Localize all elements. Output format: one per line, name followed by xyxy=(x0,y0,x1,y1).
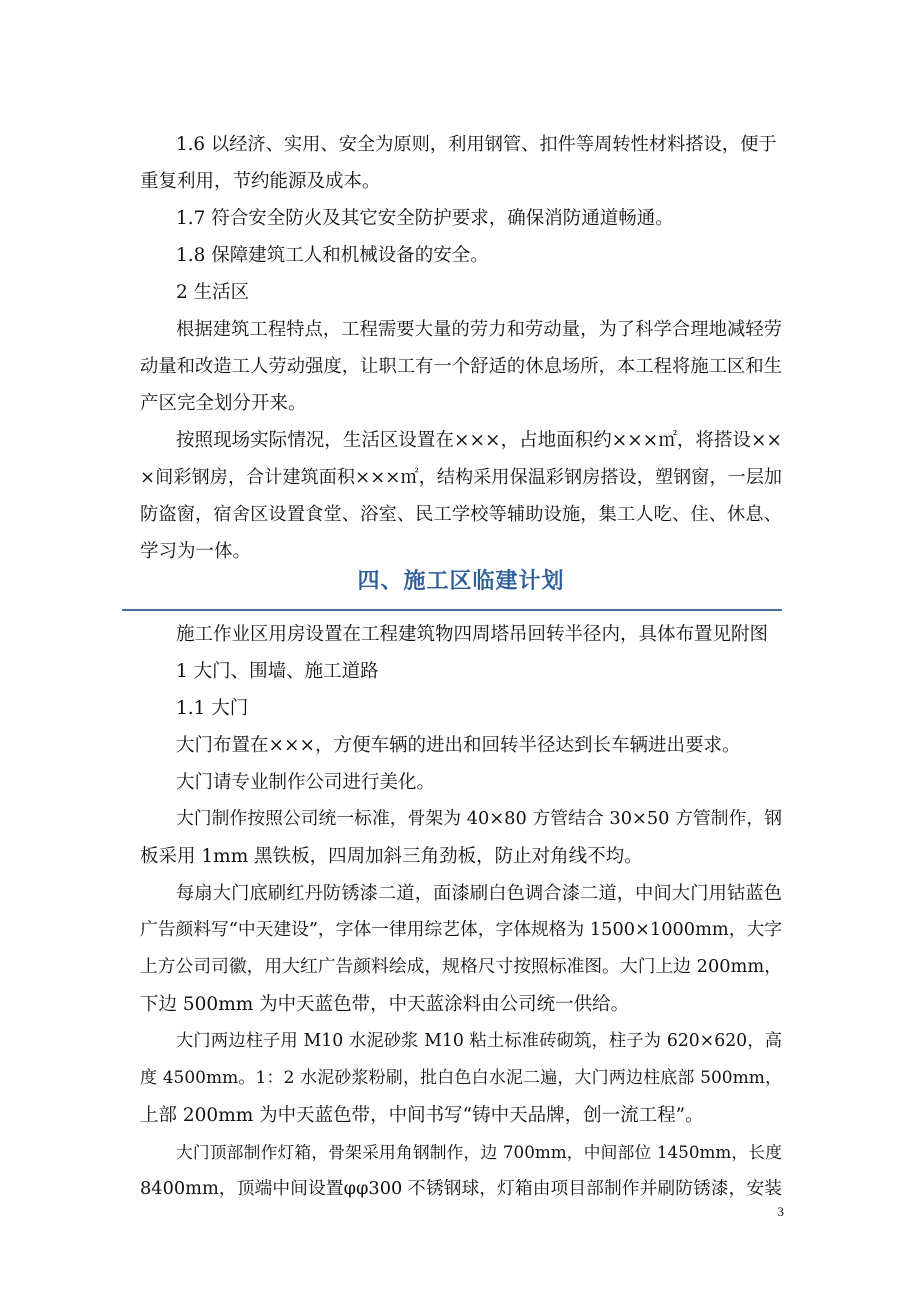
paragraph-line: 每扇大门底刷红丹防锈漆二道，面漆刷白色调合漆二道，中间大门用钴蓝色 xyxy=(176,883,782,904)
paragraph-line: 施工作业区用房设置在工程建筑物四周塔吊回转半径内，具体布置见附图 xyxy=(176,624,769,645)
paragraph-line: 重复利用，节约能源及成本。 xyxy=(140,171,381,192)
paragraph-line: 按照现场实际情况，生活区设置在×××，占地面积约×××㎡，将搭设×× xyxy=(176,430,782,451)
paragraph-line: ×间彩钢房，合计建筑面积×××㎡，结构采用保温彩钢房搭设，塑钢窗，一层加 xyxy=(140,467,782,488)
subsection-title: 2 生活区 xyxy=(176,282,250,303)
paragraph-line: 8400mm，顶端中间设置φφ300 不锈钢球，灯箱由项目部制作并刷防锈漆，安装 xyxy=(140,1179,782,1199)
paragraph-line: 1.7 符合安全防火及其它安全防护要求，确保消防通道畅通。 xyxy=(176,208,674,229)
heading-divider xyxy=(122,609,782,611)
paragraph-line: 大门顶部制作灯箱，骨架采用角钢制作，边 700mm，中间部位 1450mm，长度 xyxy=(176,1142,782,1162)
paragraph-line: 上部 200mm 为中天蓝色带，中间书写“铸中天品牌，创一流工程”。 xyxy=(140,1105,704,1126)
subsection-title: 1.1 大门 xyxy=(176,698,249,719)
paragraph-line: 学习为一体。 xyxy=(140,541,252,562)
paragraph-line: 1.8 保障建筑工人和机械设备的安全。 xyxy=(176,245,489,266)
paragraph-line: 动量和改造工人劳动强度，让职工有一个舒适的休息场所，本工程将施工区和生 xyxy=(140,356,782,377)
section-heading: 四、施工区临建计划 xyxy=(357,569,565,594)
paragraph-line: 广告颜料写“中天建设”，字体一律用综艺体，字体规格为 1500×1000mm，大字 xyxy=(140,920,782,940)
paragraph-line: 大门两边柱子用 M10 水泥砂浆 M10 粘土标准砖砌筑，柱子为 620×620，高 xyxy=(176,1031,782,1051)
page-number: 3 xyxy=(777,1204,784,1219)
paragraph-line: 大门布置在×××，方便车辆的进出和回转半径达到长车辆进出要求。 xyxy=(176,735,741,756)
subsection-title: 1 大门、围墙、施工道路 xyxy=(176,661,379,682)
paragraph-line: 下边 500mm 为中天蓝色带，中天蓝涂料由公司统一供给。 xyxy=(140,994,630,1015)
paragraph-line: 板采用 1mm 黑铁板，四周加斜三角劲板，防止对角线不均。 xyxy=(140,846,643,867)
paragraph-line: 根据建筑工程特点，工程需要大量的劳力和劳动量，为了科学合理地减轻劳 xyxy=(176,319,782,340)
paragraph-line: 防盗窗，宿舍区设置食堂、浴室、民工学校等辅助设施，集工人吃、住、休息、 xyxy=(140,504,782,525)
paragraph-line: 大门请专业制作公司进行美化。 xyxy=(176,772,436,793)
paragraph-line: 产区完全划分开来。 xyxy=(140,393,307,414)
paragraph-line: 上方公司司徽，用大红广告颜料绘成，规格尺寸按照标准图。大门上边 200mm， xyxy=(140,957,782,977)
paragraph-line: 1.6 以经济、实用、安全为原则，利用钢管、扣件等周转性材料搭设，便于 xyxy=(176,134,777,155)
paragraph-line: 度 4500mm。1：2 水泥砂浆粉刷，批白色白水泥二遍，大门两边柱底部 500mm， xyxy=(140,1068,782,1088)
paragraph-line: 大门制作按照公司统一标准，骨架为 40×80 方管结合 30×50 方管制作，钢 xyxy=(176,809,782,829)
